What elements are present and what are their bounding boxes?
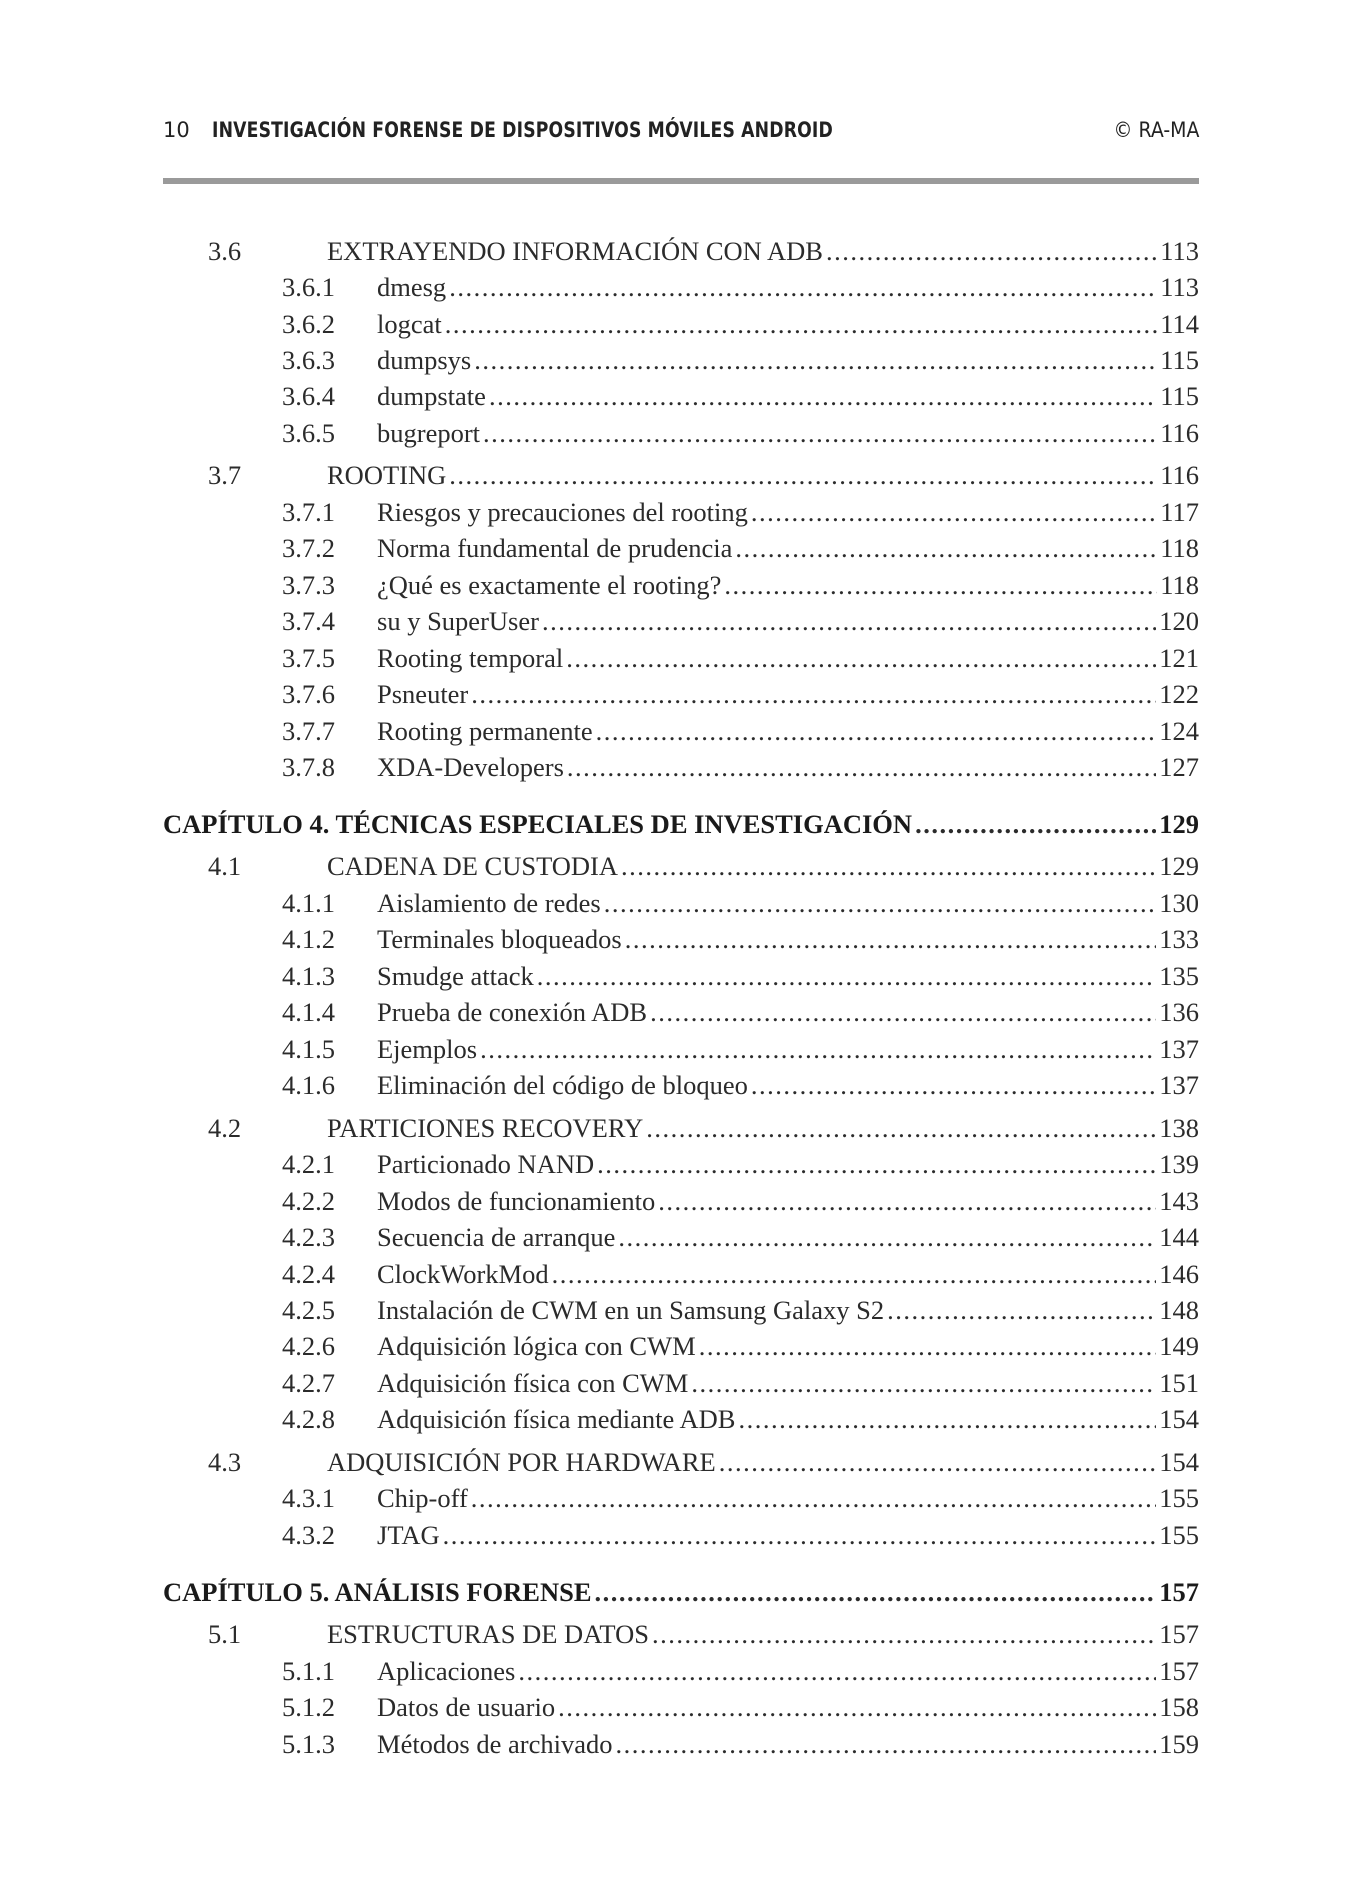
toc-entry-title: Adquisición física mediante ADB	[377, 1404, 736, 1434]
toc-entry-title: su y SuperUser	[377, 606, 539, 636]
toc-subsection-entry	[163, 606, 1199, 640]
toc-entry-page: 139	[1159, 1149, 1199, 1179]
toc-leader-dots	[566, 643, 1156, 674]
toc-leader-dots	[646, 1113, 1156, 1144]
toc-entry-page: 154	[1159, 1404, 1199, 1434]
toc-entry-number: 3.7	[208, 460, 242, 490]
toc-leader-dots	[826, 236, 1157, 267]
toc-subsection-entry	[163, 1692, 1199, 1726]
toc-leader-dots	[618, 1222, 1156, 1253]
toc-entry-number: 4.1.2	[282, 924, 335, 954]
toc-entry-number: 5.1.3	[282, 1729, 335, 1759]
toc-entry-title: Aplicaciones	[377, 1656, 516, 1686]
toc-leader-dots	[625, 924, 1157, 955]
toc-entry-title: Smudge attack	[377, 961, 534, 991]
toc-leader-dots	[699, 1331, 1157, 1362]
toc-entry-page: 129	[1159, 851, 1199, 881]
toc-subsection-entry	[163, 1295, 1199, 1329]
toc-leader-dots	[449, 272, 1157, 303]
toc-entry-title: bugreport	[377, 418, 481, 448]
toc-entry-page: 137	[1159, 1034, 1199, 1064]
toc-subsection-entry	[163, 997, 1199, 1031]
toc-entry-title: Rooting permanente	[377, 716, 593, 746]
toc-subsection-entry	[163, 643, 1199, 677]
toc-entry-number: 4.1	[208, 851, 242, 881]
toc-section-entry	[163, 1619, 1199, 1653]
toc-entry-page: 118	[1160, 533, 1199, 563]
toc-entry-page: 158	[1159, 1692, 1199, 1722]
toc-entry-number: 3.7.2	[282, 533, 335, 563]
toc-entry-title: Instalación de CWM en un Samsung Galaxy S2	[377, 1295, 885, 1325]
toc-entry-title: Prueba de conexión ADB	[377, 997, 648, 1027]
toc-entry-page: 116	[1160, 460, 1199, 490]
toc-leader-dots	[652, 1619, 1156, 1650]
toc-entry-page: 130	[1159, 888, 1199, 918]
header-book-title: INVESTIGACIÓN FORENSE DE DISPOSITIVOS MÓVILES ANDROID	[211, 118, 833, 142]
toc-entry-title: Riesgos y precauciones del rooting	[377, 497, 748, 527]
toc-subsection-entry	[163, 345, 1199, 379]
toc-entry-number: 5.1.2	[282, 1692, 335, 1722]
header-publisher: © RA-MA	[1113, 118, 1199, 142]
toc-entry-number: 4.3.2	[282, 1520, 335, 1550]
toc-entry-number: 4.2.1	[282, 1149, 335, 1179]
toc-subsection-entry	[163, 1149, 1199, 1183]
toc-leader-dots	[480, 1034, 1156, 1065]
toc-entry-title: Adquisición física con CWM	[377, 1368, 689, 1398]
toc-section-entry	[163, 1447, 1199, 1481]
toc-entry-title: PARTICIONES RECOVERY	[327, 1113, 644, 1143]
toc-entry-number: 3.6.2	[282, 309, 335, 339]
toc-leader-dots	[597, 1149, 1156, 1180]
toc-entry-number: 3.6	[208, 236, 242, 266]
toc-entry-title: CAPÍTULO 4. TÉCNICAS ESPECIALES DE INVESTIGACIÓN	[163, 809, 913, 839]
toc-subsection-entry	[163, 309, 1199, 343]
toc-entry-page: 129	[1159, 809, 1199, 839]
toc-leader-dots	[735, 533, 1157, 564]
toc-subsection-entry	[163, 1259, 1199, 1293]
toc-leader-dots	[567, 752, 1156, 783]
toc-subsection-entry	[163, 679, 1199, 713]
toc-entry-page: 154	[1159, 1447, 1199, 1477]
toc-subsection-entry	[163, 1520, 1199, 1554]
toc-subsection-entry	[163, 1034, 1199, 1068]
toc-leader-dots	[724, 570, 1157, 601]
toc-subsection-entry	[163, 381, 1199, 415]
toc-entry-number: 4.1.4	[282, 997, 335, 1027]
toc-entry-number: 3.7.6	[282, 679, 335, 709]
toc-entry-title: ROOTING	[327, 460, 447, 490]
toc-entry-title: ¿Qué es exactamente el rooting?	[377, 570, 722, 600]
toc-subsection-entry	[163, 497, 1199, 531]
toc-entry-title: Norma fundamental de prudencia	[377, 533, 733, 563]
toc-section-entry	[163, 851, 1199, 885]
toc-entry-number: 4.2.8	[282, 1404, 335, 1434]
toc-entry-number: 4.3	[208, 1447, 242, 1477]
toc-entry-page: 157	[1159, 1619, 1199, 1649]
toc-entry-page: 144	[1159, 1222, 1199, 1252]
toc-entry-title: Particionado NAND	[377, 1149, 595, 1179]
toc-entry-number: 4.1.3	[282, 961, 335, 991]
header-page-number: 10	[163, 118, 190, 142]
toc-subsection-entry	[163, 1222, 1199, 1256]
toc-chapter-entry	[163, 809, 1199, 843]
toc-chapter-entry	[163, 1577, 1199, 1611]
toc-subsection-entry	[163, 924, 1199, 958]
toc-leader-dots	[887, 1295, 1156, 1326]
toc-entry-number: 3.7.1	[282, 497, 335, 527]
toc-entry-page: 135	[1159, 961, 1199, 991]
toc-entry-page: 117	[1160, 497, 1199, 527]
toc-entry-page: 122	[1159, 679, 1199, 709]
toc-entry-page: 143	[1159, 1186, 1199, 1216]
toc-entry-title: Secuencia de arranque	[377, 1222, 616, 1252]
toc-entry-page: 115	[1160, 381, 1199, 411]
toc-leader-dots	[604, 888, 1157, 919]
toc-entry-title: EXTRAYENDO INFORMACIÓN CON ADB	[327, 236, 823, 266]
toc-subsection-entry	[163, 1331, 1199, 1365]
toc-entry-number: 4.1.1	[282, 888, 335, 918]
toc-entry-number: 3.7.5	[282, 643, 335, 673]
toc-subsection-entry	[163, 1656, 1199, 1690]
toc-entry-page: 151	[1159, 1368, 1199, 1398]
toc-leader-dots	[596, 716, 1157, 747]
toc-subsection-entry	[163, 1483, 1199, 1517]
toc-entry-title: Eliminación del código de bloqueo	[377, 1070, 748, 1100]
toc-leader-dots	[518, 1656, 1156, 1687]
toc-entry-title: JTAG	[377, 1520, 440, 1550]
toc-leader-dots	[558, 1692, 1156, 1723]
toc-leader-dots	[616, 1729, 1157, 1760]
toc-subsection-entry	[163, 1368, 1199, 1402]
toc-entry-page: 118	[1160, 570, 1199, 600]
toc-entry-title: Psneuter	[377, 679, 469, 709]
toc-entry-title: dumpsys	[377, 345, 472, 375]
header-rule	[163, 178, 1199, 184]
toc-leader-dots	[489, 381, 1157, 412]
toc-entry-page: 157	[1159, 1656, 1199, 1686]
toc-entry-page: 127	[1159, 752, 1199, 782]
toc-leader-dots	[552, 1259, 1157, 1290]
toc-entry-page: 157	[1159, 1577, 1199, 1607]
toc-entry-number: 5.1	[208, 1619, 242, 1649]
toc-leader-dots	[471, 679, 1156, 710]
toc-leader-dots	[621, 851, 1156, 882]
toc-entry-page: 124	[1159, 716, 1199, 746]
toc-subsection-entry	[163, 418, 1199, 452]
toc-leader-dots	[542, 606, 1156, 637]
toc-entry-title: Datos de usuario	[377, 1692, 556, 1722]
toc-subsection-entry	[163, 1404, 1199, 1438]
toc-entry-number: 3.6.5	[282, 418, 335, 448]
toc-entry-title: Ejemplos	[377, 1034, 478, 1064]
toc-entry-number: 4.2	[208, 1113, 242, 1143]
toc-leader-dots	[537, 961, 1157, 992]
toc-leader-dots	[471, 1483, 1156, 1514]
toc-entry-title: logcat	[377, 309, 442, 339]
toc-entry-page: 113	[1160, 236, 1199, 266]
toc-entry-page: 148	[1159, 1295, 1199, 1325]
toc-entry-page: 155	[1159, 1483, 1199, 1513]
running-header	[163, 118, 1199, 148]
toc-leader-dots	[474, 345, 1157, 376]
toc-entry-number: 3.6.3	[282, 345, 335, 375]
toc-leader-dots	[658, 1186, 1156, 1217]
toc-entry-number: 4.1.6	[282, 1070, 335, 1100]
toc-entry-number: 3.7.3	[282, 570, 335, 600]
toc-entry-title: CADENA DE CUSTODIA	[327, 851, 619, 881]
toc-leader-dots	[738, 1404, 1156, 1435]
toc-leader-dots	[915, 809, 1156, 840]
toc-leader-dots	[719, 1447, 1157, 1478]
toc-subsection-entry	[163, 570, 1199, 604]
toc-entry-title: dumpstate	[377, 381, 486, 411]
toc-subsection-entry	[163, 272, 1199, 306]
toc-entry-number: 3.6.1	[282, 272, 335, 302]
toc-entry-number: 4.1.5	[282, 1034, 335, 1064]
toc-entry-page: 113	[1160, 272, 1199, 302]
toc-entry-title: ADQUISICIÓN POR HARDWARE	[327, 1447, 716, 1477]
toc-entry-title: dmesg	[377, 272, 447, 302]
toc-entry-title: Adquisición lógica con CWM	[377, 1331, 696, 1361]
toc-entry-title: XDA-Developers	[377, 752, 564, 782]
toc-entry-number: 5.1.1	[282, 1656, 335, 1686]
toc-entry-number: 4.2.3	[282, 1222, 335, 1252]
toc-entry-title: Métodos de archivado	[377, 1729, 613, 1759]
toc-entry-page: 149	[1159, 1331, 1199, 1361]
toc-entry-number: 4.2.5	[282, 1295, 335, 1325]
toc-leader-dots	[751, 497, 1157, 528]
toc-entry-page: 146	[1159, 1259, 1199, 1289]
toc-leader-dots	[449, 460, 1157, 491]
toc-subsection-entry	[163, 716, 1199, 750]
toc-subsection-entry	[163, 533, 1199, 567]
toc-entry-number: 4.3.1	[282, 1483, 335, 1513]
toc-subsection-entry	[163, 961, 1199, 995]
toc-entry-page: 138	[1159, 1113, 1199, 1143]
toc-entry-number: 3.7.4	[282, 606, 335, 636]
toc-entry-number: 3.7.8	[282, 752, 335, 782]
toc-section-entry	[163, 460, 1199, 494]
toc-entry-page: 115	[1160, 345, 1199, 375]
toc-section-entry	[163, 1113, 1199, 1147]
toc-entry-page: 133	[1159, 924, 1199, 954]
toc-entry-page: 114	[1160, 309, 1199, 339]
toc-subsection-entry	[163, 888, 1199, 922]
toc-entry-number: 4.2.2	[282, 1186, 335, 1216]
toc-entry-title: CAPÍTULO 5. ANÁLISIS FORENSE	[163, 1577, 592, 1607]
toc-leader-dots	[650, 997, 1156, 1028]
toc-entry-page: 116	[1160, 418, 1199, 448]
toc-leader-dots	[443, 1520, 1157, 1551]
toc-entry-number: 4.2.6	[282, 1331, 335, 1361]
toc-entry-page: 136	[1159, 997, 1199, 1027]
toc-entry-title: Terminales bloqueados	[377, 924, 622, 954]
toc-entry-title: Modos de funcionamiento	[377, 1186, 656, 1216]
toc-entry-page: 137	[1159, 1070, 1199, 1100]
toc-entry-number: 4.2.7	[282, 1368, 335, 1398]
toc-subsection-entry	[163, 1070, 1199, 1104]
toc-leader-dots	[691, 1368, 1156, 1399]
toc-entry-page: 159	[1159, 1729, 1199, 1759]
toc-leader-dots	[483, 418, 1157, 449]
toc-entry-page: 121	[1159, 643, 1199, 673]
toc-entry-title: ESTRUCTURAS DE DATOS	[327, 1619, 649, 1649]
toc-entry-number: 3.6.4	[282, 381, 335, 411]
toc-entry-number: 3.7.7	[282, 716, 335, 746]
toc-leader-dots	[751, 1070, 1156, 1101]
toc-entry-number: 4.2.4	[282, 1259, 335, 1289]
toc-subsection-entry	[163, 1729, 1199, 1763]
toc-leader-dots	[445, 309, 1157, 340]
toc-entry-title: Rooting temporal	[377, 643, 564, 673]
toc-entry-page: 155	[1159, 1520, 1199, 1550]
toc-entry-title: Aislamiento de redes	[377, 888, 601, 918]
toc-section-entry	[163, 236, 1199, 270]
toc-subsection-entry	[163, 752, 1199, 786]
toc-entry-title: Chip-off	[377, 1483, 468, 1513]
toc-leader-dots	[595, 1577, 1157, 1608]
toc-subsection-entry	[163, 1186, 1199, 1220]
toc-entry-page: 120	[1159, 606, 1199, 636]
toc-entry-title: ClockWorkMod	[377, 1259, 549, 1289]
